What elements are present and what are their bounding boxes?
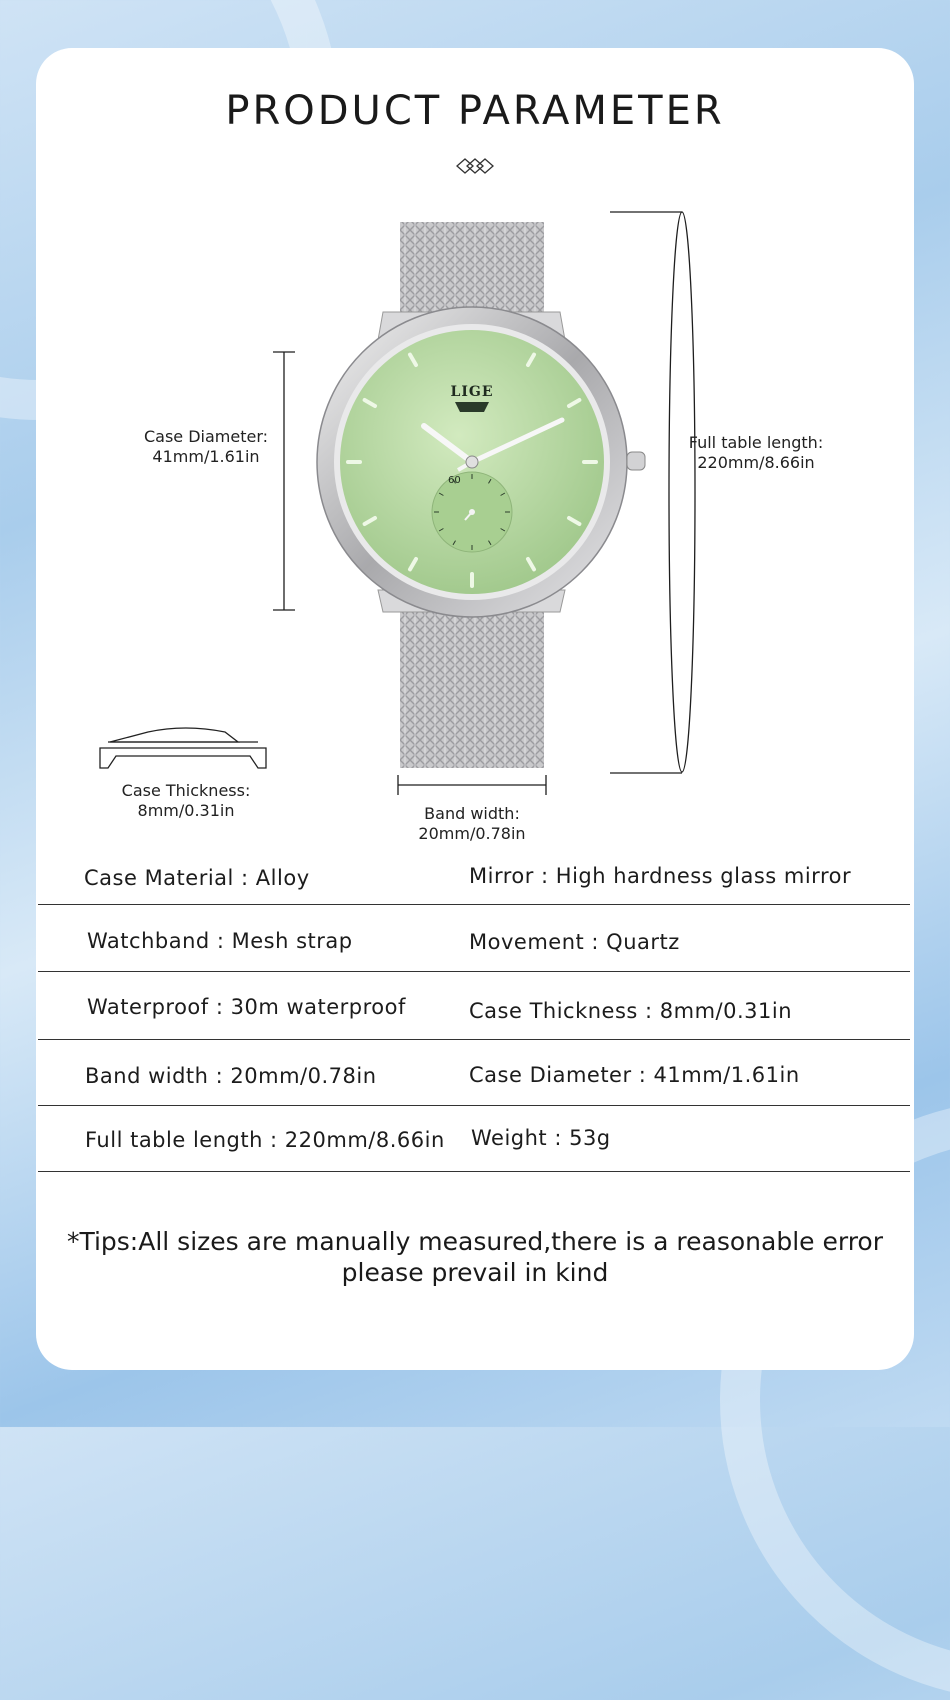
param-weight: Weight : 53g <box>471 1126 611 1150</box>
table-divider <box>38 1105 910 1106</box>
param-watchband: Watchband : Mesh strap <box>87 929 353 953</box>
case-diameter-label: Case Diameter: 41mm/1.61in <box>143 427 269 466</box>
table-divider <box>38 904 910 905</box>
param-case-diameter: Case Diameter : 41mm/1.61in <box>469 1063 800 1087</box>
param-full-length: Full table length : 220mm/8.66in <box>85 1128 445 1152</box>
param-waterproof: Waterproof : 30m waterproof <box>87 995 406 1019</box>
case-side-profile <box>100 728 266 768</box>
band-width-label: Band width: 20mm/0.78in <box>418 804 526 843</box>
measurement-tips: *Tips:All sizes are manually measured,there is a reasonable error please prevail in kind <box>66 1227 884 1287</box>
case-thickness-label: Case Thickness: 8mm/0.31in <box>121 781 251 820</box>
param-case-material: Case Material : Alloy <box>84 866 310 890</box>
param-band-width: Band width : 20mm/0.78in <box>85 1064 377 1088</box>
page-title: PRODUCT PARAMETER <box>225 88 725 134</box>
param-mirror: Mirror : High hardness glass mirror <box>469 864 852 888</box>
watch-brand-logo: LIGE <box>450 384 494 400</box>
table-divider <box>38 1039 910 1040</box>
param-movement: Movement : Quartz <box>469 930 680 954</box>
param-case-thickness: Case Thickness : 8mm/0.31in <box>469 999 793 1023</box>
full-length-label: Full table length: 220mm/8.66in <box>688 433 824 472</box>
subdial-marker: 60 <box>448 475 461 486</box>
table-divider <box>38 971 910 972</box>
table-divider <box>38 1171 910 1172</box>
